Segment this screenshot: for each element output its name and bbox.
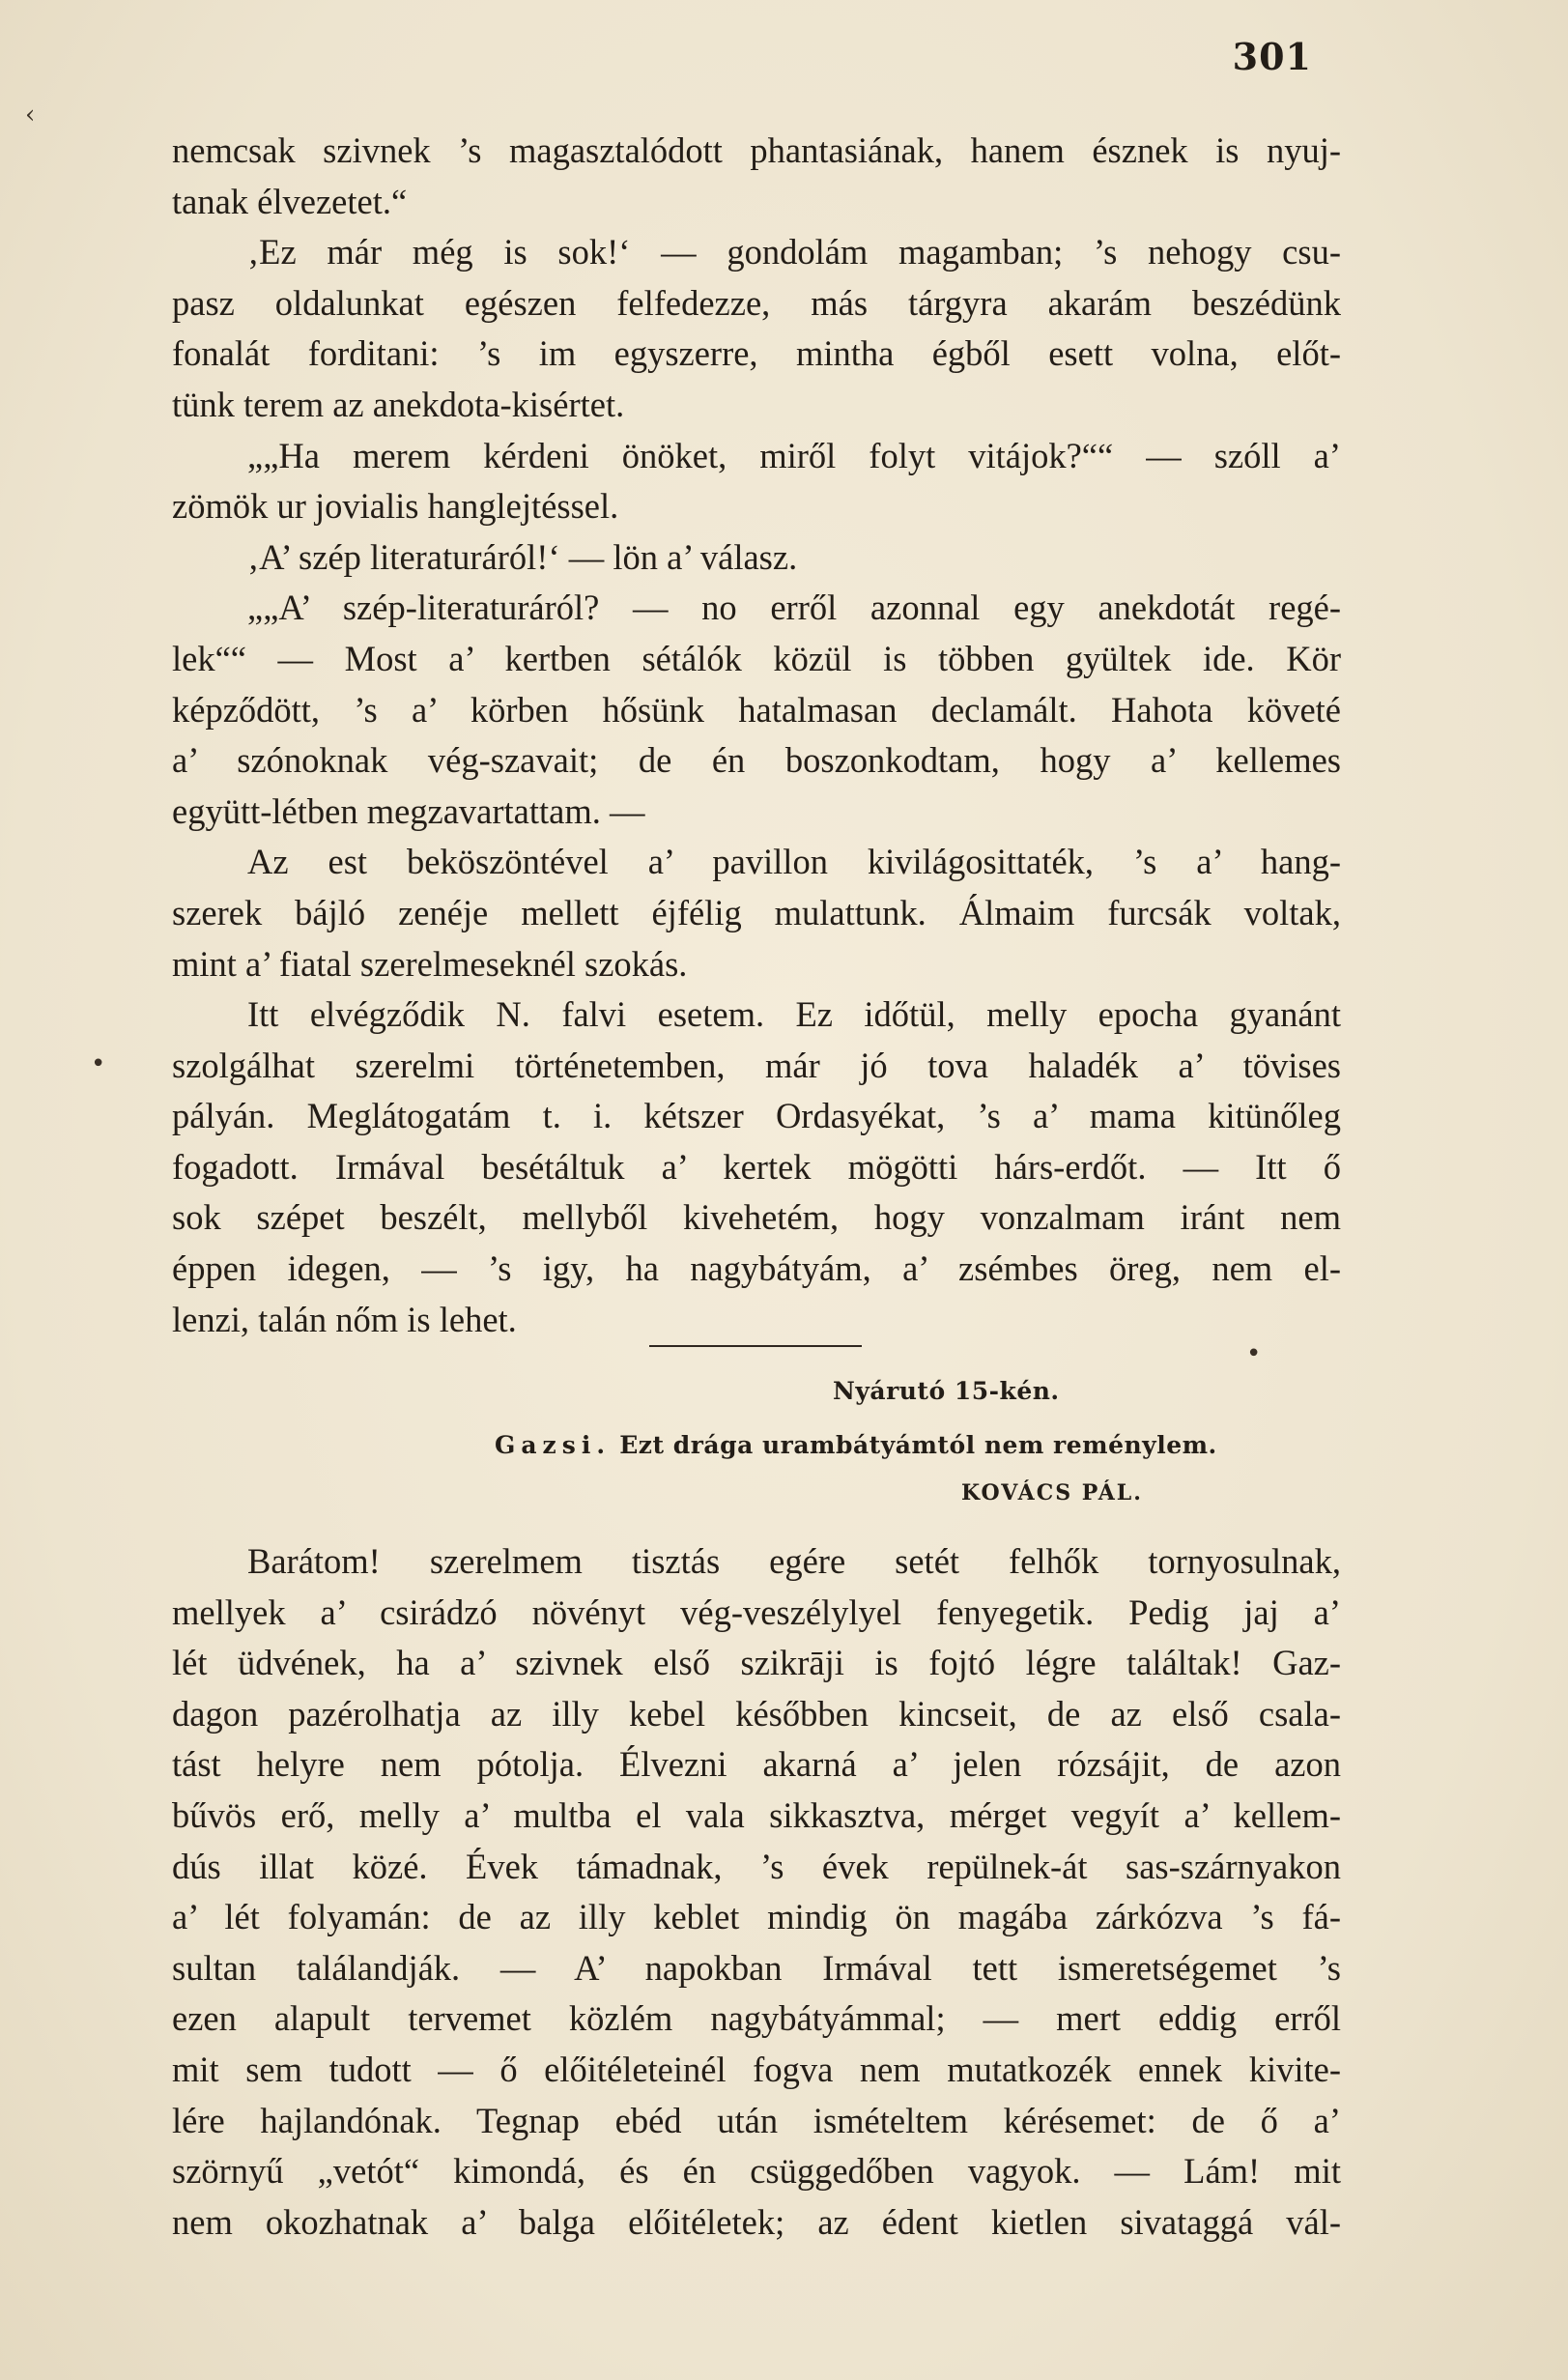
section-divider [649,1345,862,1347]
text-line: szörnyű „vetót“ kimondá, és én csüggedőben vagyok. — Lám! mit [172,2151,1341,2192]
text-line: ‚Ez már még is sok!‘ — gondolám magamban; ’s nehogy csu- [247,232,1341,272]
body-text-bottom [172,1536,1341,2248]
text-line: lek““ — Most a’ kertben sétálók közül is többen gyültek ide. Kör [172,638,1341,678]
text-line: a’ lét folyamán: de az illy keblet mindig ön magába zárkózva ’s fá- [172,1897,1341,1937]
text-line: ezen alapult tervemet közlém nagybátyámmal; — mert eddig erről [172,1998,1341,2039]
signature-quote [495,1431,1217,1459]
text-line: lére hajlandónak. Tegnap ebéd után ismételtem kérésemet: de ő a’ [172,2100,1341,2140]
text-line: lenzi, talán nőm is lehet. [172,1299,517,1339]
page-number: 301 [1232,35,1312,78]
text-line: a’ szónoknak vég-szavait; de én boszonkodtam, hogy a’ kellemes [172,740,1341,781]
text-line: képződött, ’s a’ körben hősünk hatalmasan declamált. Hahota követé [172,689,1341,730]
text-line: nemcsak szivnek ’s magasztalódott phantasiának, hanem észnek is nyuj- [172,130,1341,170]
text-line: tást helyre nem pótolja. Élvezni akarná a’ jelen rózsájit, de azon [172,1744,1341,1785]
text-line: dagon pazérolhatja az illy kebel későbben kincseit, de az első csala- [172,1693,1341,1734]
text-line: éppen idegen, — ’s igy, ha nagybátyám, a’ zsémbes öreg, nem el- [172,1248,1341,1289]
text-line: tünk terem az anekdota-kisértet. [172,384,625,424]
text-line: ‚A’ szép literaturáról!‘ — lön a’ válasz. [247,536,798,577]
text-line: „„Ha merem kérdeni önöket, miről folyt vitájok?““ — szóll a’ [247,435,1341,475]
text-line: sok szépet beszélt, mellyből kivehetém, hogy vonzalmam iránt nem [172,1197,1341,1238]
text-line: mint a’ fiatal szerelmeseknél szokás. [172,943,688,984]
text-line: nem okozhatnak a’ balga előitéletek; az édent kietlen sivataggá vál- [172,2201,1341,2242]
margin-mark: • [91,1049,106,1078]
signature-quote-text: Ezt drága urambátyámtól nem reménylem. [619,1431,1217,1459]
text-line: együtt-létben megzavartattam. — [172,790,645,831]
text-line: pasz oldalunkat egészen felfedezze, más tárgyra akarám beszédünk [172,282,1341,323]
text-line: szerek bájló zenéje mellett éjfélig mulattunk. Álmaim furcsák voltak, [172,892,1341,932]
text-line: szolgálhat szerelmi történetemben, már jó tova haladék a’ tövises [172,1045,1341,1085]
text-line: sultan találandják. — A’ napokban Irmával tett ismeretségemet ’s [172,1947,1341,1988]
text-line: mit sem tudott — ő előitéleteinél fogva nem mutatkozék ennek kivite- [172,2049,1341,2089]
text-line: zömök ur jovialis hanglejtéssel. [172,486,619,527]
text-line: lét üdvének, ha a’ szivnek első szikrāji is fojtó légre találtak! Gaz- [172,1643,1341,1683]
margin-mark: • [1246,1339,1262,1368]
text-line: dús illat közé. Évek támadnak, ’s évek repülnek-át sas-szárnyakon [172,1846,1341,1886]
text-line: fogadott. Irmával besétáltuk a’ kertek mögötti hárs-erdőt. — Itt ő [172,1146,1341,1187]
text-line: tanak élvezetet.“ [172,181,408,221]
signature-place-date: Nyárutó 15-kén. [833,1377,1060,1405]
signature-quote-name: Gazsi. [495,1431,612,1459]
signature-author: KOVÁCS PÁL. [961,1480,1143,1505]
text-line: Itt elvégződik N. falvi esetem. Ez időtül, melly epocha gyanánt [247,994,1341,1035]
text-line: Barátom! szerelmem tisztás egére setét felhők tornyosulnak, [247,1541,1341,1581]
text-line: pályán. Meglátogatám t. i. kétszer Ordasyékat, ’s a’ mama kitünőleg [172,1096,1341,1136]
text-line: bűvös erő, melly a’ multba el vala sikkasztva, mérget vegyít a’ kellem- [172,1794,1341,1835]
text-line: „„A’ szép-literaturáról? — no erről azonnal egy anekdotát regé- [247,588,1341,628]
body-text-top [172,126,1341,1345]
text-line: fonalát forditani: ’s im egyszerre, mintha égből esett volna, előt- [172,333,1341,374]
text-line: mellyek a’ csirádzó növényt vég-veszélylyel fenyegetik. Pedig jaj a’ [172,1591,1341,1632]
margin-mark: ‹ [25,100,36,129]
text-line: Az est beköszöntével a’ pavillon kivilágosittaték, ’s a’ hang- [247,842,1341,882]
